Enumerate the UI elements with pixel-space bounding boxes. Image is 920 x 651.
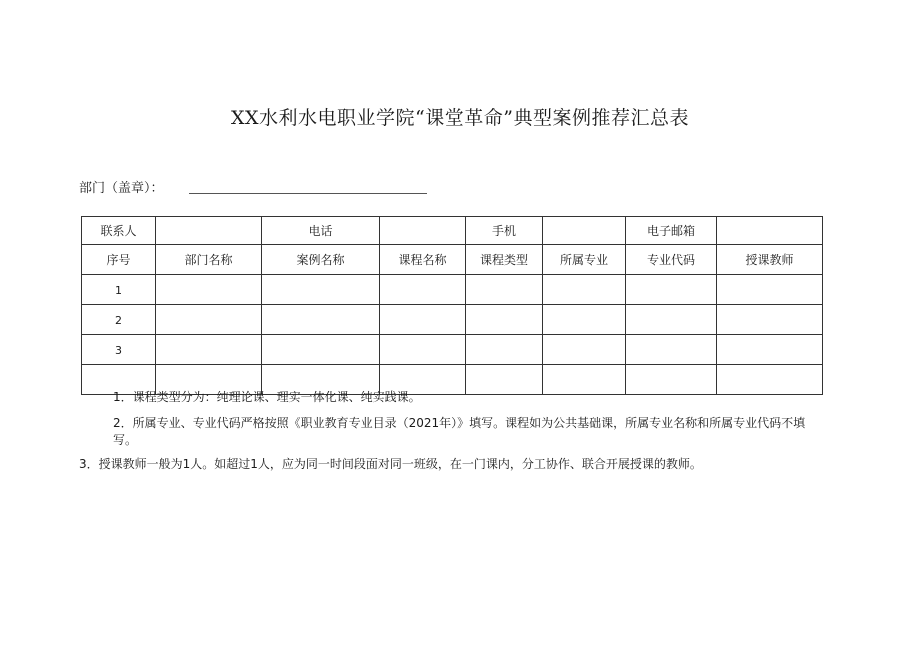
- summary-table: [81, 216, 823, 395]
- table-cell[interactable]: [466, 275, 543, 305]
- table-cell[interactable]: [626, 305, 717, 335]
- table-cell[interactable]: [156, 275, 262, 305]
- table-row: [82, 335, 823, 365]
- table-cell[interactable]: [380, 335, 466, 365]
- contact-label: 联系人: [82, 217, 156, 245]
- header-teacher: 授课教师: [717, 245, 823, 275]
- header-course-type: 课程类型: [466, 245, 543, 275]
- table-cell[interactable]: [717, 335, 823, 365]
- table-cell[interactable]: [543, 365, 626, 395]
- note-teacher: 3．授课教师一般为1人。如超过1人，应为同一时间段面对同一班级，在一门课内，分工协作、联合开展授课的教师。: [79, 457, 702, 471]
- header-index: 序号: [82, 245, 156, 275]
- contact-field[interactable]: [156, 217, 262, 245]
- department-signature-line[interactable]: [189, 193, 427, 194]
- contact-row: [82, 217, 823, 245]
- note-course-type: 1．课程类型分为：纯理论课、理实一体化课、纯实践课。: [113, 390, 421, 404]
- table-row: [82, 305, 823, 335]
- table-cell[interactable]: [717, 305, 823, 335]
- phone-label: 电话: [262, 217, 380, 245]
- table-cell[interactable]: [466, 365, 543, 395]
- table-cell[interactable]: [543, 305, 626, 335]
- table-cell[interactable]: [717, 365, 823, 395]
- header-major: 所属专业: [543, 245, 626, 275]
- email-field[interactable]: [717, 217, 823, 245]
- row-index: 3: [82, 335, 156, 365]
- department-label: 部门（盖章）：: [79, 181, 164, 196]
- table-cell[interactable]: [543, 275, 626, 305]
- mobile-label: 手机: [466, 217, 543, 245]
- row-index: 1: [82, 275, 156, 305]
- table-row: [82, 275, 823, 305]
- table-cell[interactable]: [156, 335, 262, 365]
- table-cell[interactable]: [156, 305, 262, 335]
- table-cell[interactable]: [380, 305, 466, 335]
- table-cell[interactable]: [262, 305, 380, 335]
- note-major-code: 2．所属专业、专业代码严格按照《职业教育专业目录（2021年）》填写。课程如为公共基础课，所属专业名称和所属专业代码不填写。: [113, 416, 806, 447]
- table-cell[interactable]: [262, 275, 380, 305]
- header-major-code: 专业代码: [626, 245, 717, 275]
- table-cell[interactable]: [717, 275, 823, 305]
- mobile-field[interactable]: [543, 217, 626, 245]
- table-cell[interactable]: [543, 335, 626, 365]
- header-row: [82, 245, 823, 275]
- page-title: XX水利水电职业学院“课堂革命”典型案例推荐汇总表: [231, 107, 689, 129]
- phone-field[interactable]: [380, 217, 466, 245]
- email-label: 电子邮箱: [626, 217, 717, 245]
- table-cell[interactable]: [626, 275, 717, 305]
- header-course-name: 课程名称: [380, 245, 466, 275]
- header-department: 部门名称: [156, 245, 262, 275]
- table-cell[interactable]: [626, 365, 717, 395]
- table-cell[interactable]: [262, 335, 380, 365]
- table-cell[interactable]: [626, 335, 717, 365]
- table-cell[interactable]: [466, 335, 543, 365]
- table-cell[interactable]: [466, 305, 543, 335]
- table-cell[interactable]: [380, 275, 466, 305]
- row-index: 2: [82, 305, 156, 335]
- header-case-name: 案例名称: [262, 245, 380, 275]
